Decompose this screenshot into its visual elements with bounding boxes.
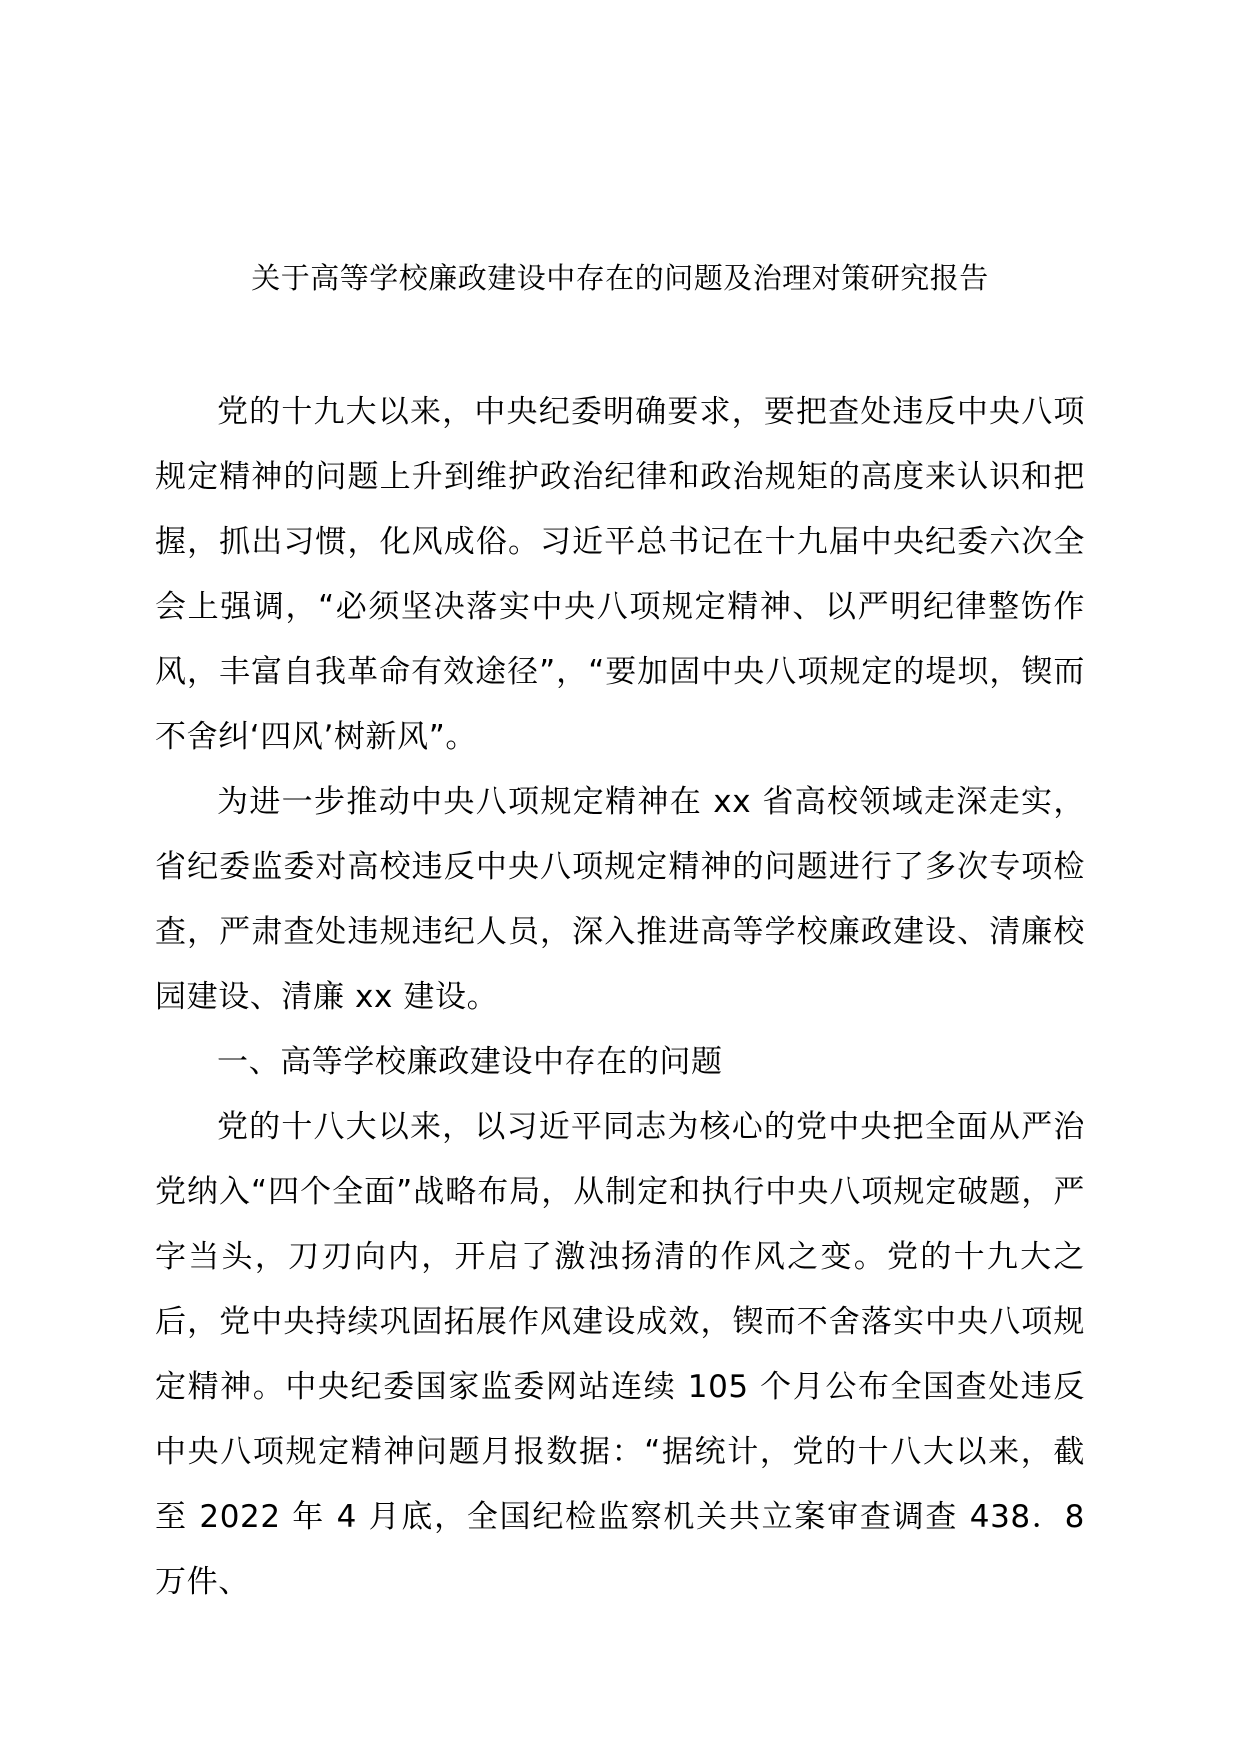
paragraph-inspection: 为进一步推动中央八项规定精神在 xx 省高校领域走深走实，省纪委监委对高校违反中央八项规定精神的问题进行了多次专项检查，严肃查处违规违纪人员，深入推进高等学校廉政建设、清廉校园建设、清廉 xx 建设。 <box>155 784 1085 1015</box>
section-heading-problems: 一、高等学校廉政建设中存在的问题 <box>217 1044 723 1080</box>
document-title: 关于高等学校廉政建设中存在的问题及治理对策研究报告 <box>251 261 989 295</box>
paragraph-background: 党的十八大以来，以习近平同志为核心的党中央把全面从严治党纳入“四个全面”战略布局，从制定和执行中央八项规定破题，严字当头，刀刃向内，开启了激浊扬清的作风之变。党的十九大之后，党中央持续巩固拓展作风建设成效，锲而不舍落实中央八项规定精神。中央纪委国家监委网站连续 105 个月公布全国查处违反中央八项规定精神问题月报数据：“据统计，党的十八大以来，截至 2022 年 4 月底，全国纪检监察机关共立案审查调查 438．8 万件、 <box>155 1109 1085 1600</box>
document-body <box>155 380 1085 1615</box>
document-page <box>155 0 1085 1754</box>
paragraph-intro: 党的十九大以来，中央纪委明确要求，要把查处违反中央八项规定精神的问题上升到维护政治纪律和政治规矩的高度来认识和把握，抓出习惯，化风成俗。习近平总书记在十九届中央纪委六次全会上强调，“必须坚决落实中央八项规定精神、以严明纪律整饬作风，丰富自我革命有效途径”，“要加固中央八项规定的堤坝，锲而不舍纠‘四风’树新风”。 <box>155 394 1085 755</box>
